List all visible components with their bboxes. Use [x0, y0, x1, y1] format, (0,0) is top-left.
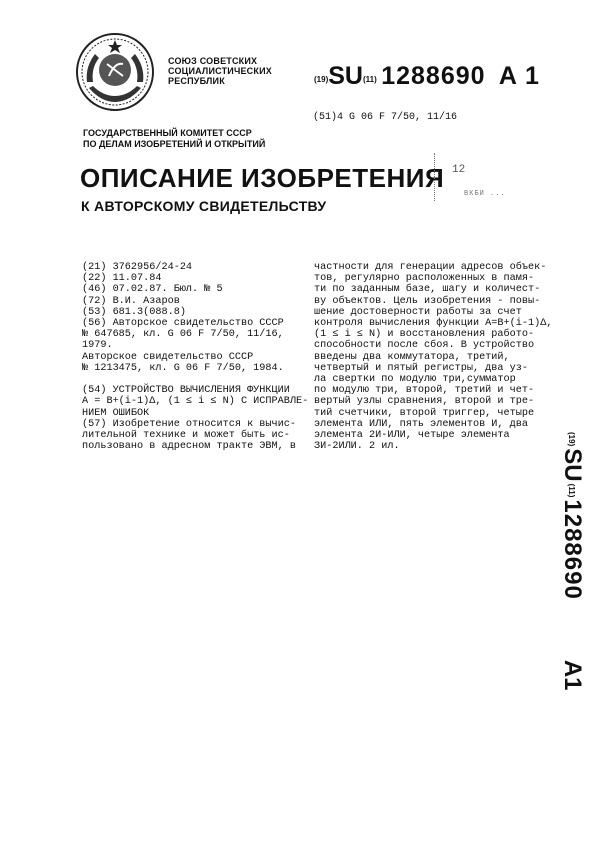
side-country-code: SU	[559, 448, 586, 482]
text-line: (46) 07.02.87. Бюл. № 5	[82, 284, 223, 296]
text-line: элемента 2И-ИЛИ, четыре элемента	[314, 430, 510, 442]
text-line	[82, 374, 308, 385]
text-line: (1 ≤ i ≤ N) и восстановления работо-	[314, 329, 535, 341]
text-line: тий счетчики, второй триггер, четыре	[314, 407, 535, 419]
patent-number: 1288690	[381, 62, 486, 90]
text-line: (72) В.И. Азаров	[82, 295, 180, 307]
text-line: (56) Авторское свидетельство СССР	[82, 318, 284, 330]
text-line: 1979.	[82, 340, 113, 352]
document-subtitle: К АВТОРСКОМУ СВИДЕТЕЛЬСТВУ	[81, 198, 327, 214]
text-line: (54) УСТРОЙСТВО ВЫЧИСЛЕНИЯ ФУНКЦИИ	[82, 385, 290, 397]
text-line: (57) Изобретение относится к вычис-	[82, 418, 296, 430]
side-kind-code: A1	[559, 659, 586, 691]
ipc-classification: (51)4 G 06 F 7/50, 11/16	[313, 112, 458, 123]
country-line: РЕСПУБЛИК	[168, 76, 225, 86]
text-line: вертый узлы сравнения, второй и тре-	[314, 396, 535, 408]
text-line: A = B+(i-1)Δ, (1 ≤ i ≤ N) С ИСПРАВЛЕ-	[82, 396, 309, 408]
code-11: (11)	[362, 75, 377, 84]
text-line: ву объектов. Цель изобретения - повы-	[314, 295, 541, 307]
committee-name	[83, 128, 265, 150]
text-line: тов, регулярно расположенных в памя-	[314, 273, 535, 285]
text-line: четвертый и пятый регистры, два уз-	[314, 362, 528, 374]
text-line: (22) 11.07.84	[82, 273, 162, 285]
country-line: СОЦИАЛИСТИЧЕСКИХ	[168, 66, 272, 76]
text-line: пользовано в адресном тракте ЭВМ, в	[82, 441, 296, 453]
text-line: лительной технике и может быть ис-	[82, 430, 290, 442]
country-code: SU	[328, 62, 363, 90]
side-patent-number: 1288690	[559, 499, 586, 600]
side-code-11: (11)	[567, 483, 577, 498]
text-line: НИЕМ ОШИБОК	[82, 407, 150, 419]
text-line: введены два коммутатора, третий,	[314, 351, 510, 363]
country-line: СОЮЗ СОВЕТСКИХ	[168, 56, 258, 66]
country-name	[168, 56, 272, 86]
text-line: шение достоверности работы за счет	[314, 306, 522, 318]
bibliographic-column	[82, 262, 308, 452]
committee-line: ГОСУДАРСТВЕННЫЙ КОМИТЕТ СССР	[83, 128, 252, 138]
text-line: ла свертки по модулю три,сумматор	[314, 374, 516, 386]
text-line: способности после сбоя. В устройство	[314, 340, 535, 352]
text-line: ЗИ-2ИЛИ. 2 ил.	[314, 441, 400, 453]
patent-number-header	[314, 62, 540, 91]
side-code-19: (19)	[567, 432, 577, 447]
document-title: ОПИСАНИЕ ИЗОБРЕТЕНИЯ	[80, 163, 445, 193]
text-line: элемента ИЛИ, пять элементов И, два	[314, 418, 528, 430]
text-line: ти по заданным базе, шагу и количест-	[314, 284, 541, 296]
text-line: № 1213475, кл. G 06 F 7/50, 1984.	[82, 362, 284, 374]
text-line: № 647685, кл. G 06 F 7/50, 11/16,	[82, 329, 284, 341]
ussr-emblem	[75, 32, 155, 112]
text-line: по модулю три, второй, третий и чет-	[314, 385, 535, 397]
stamp-number: 12	[452, 164, 466, 176]
side-patent-label	[556, 430, 586, 691]
stamp-text: ВКБИ ...	[464, 190, 506, 198]
text-line: Авторское свидетельство СССР	[82, 351, 254, 363]
text-line: (53) 681.3(088.8)	[82, 306, 186, 318]
committee-line: ПО ДЕЛАМ ИЗОБРЕТЕНИЙ И ОТКРЫТИЙ	[83, 139, 266, 149]
code-19: (19)	[314, 75, 329, 84]
abstract-column	[314, 262, 552, 452]
text-line: контроля вычисления функции A=B+(i-1)Δ,	[314, 318, 553, 330]
text-line: (21) 3762956/24-24	[82, 262, 193, 273]
text-line: частности для генерации адресов объек-	[314, 262, 547, 273]
kind-code: A 1	[498, 62, 540, 90]
